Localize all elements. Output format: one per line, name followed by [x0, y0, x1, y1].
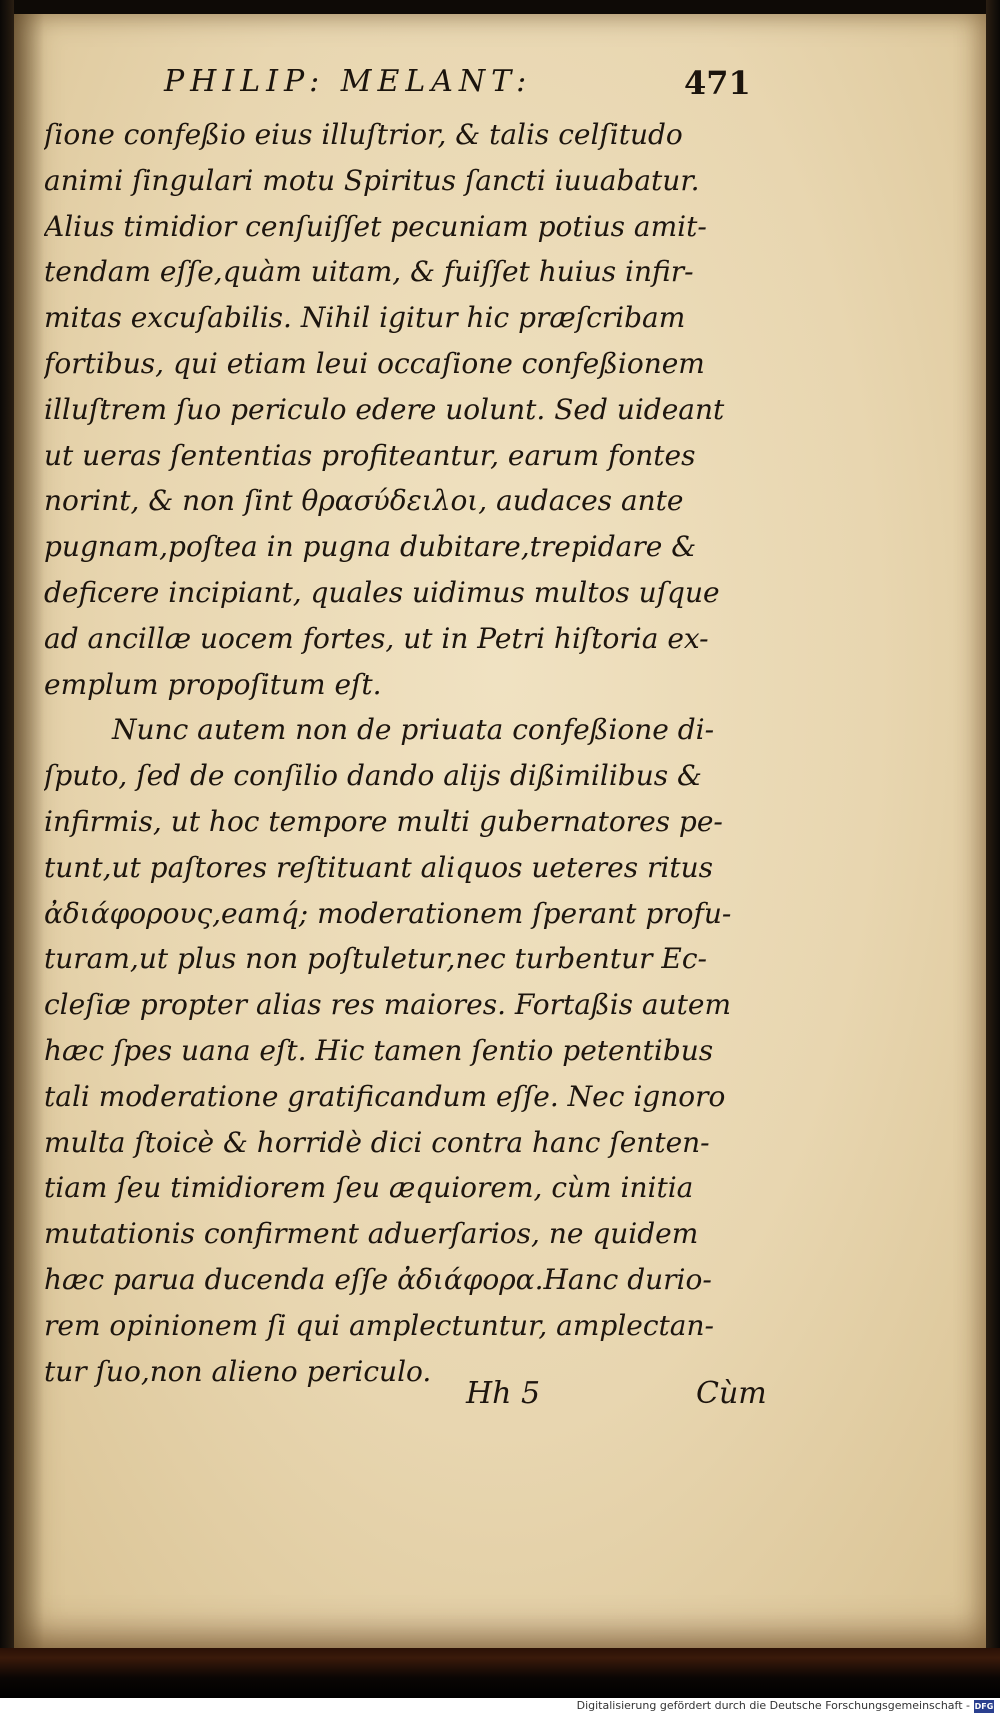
text-line: hæc parua ducenda eſſe ἀδιάφορα.Hanc durio-	[44, 1262, 712, 1296]
text-line: turam,ut plus non poſtuletur,nec turbentur Ec-	[44, 942, 707, 976]
running-head: PHILIP: MELANT:	[164, 64, 533, 99]
text-line: tunt,ut paſtores reſtituant aliquos ueteres ritus	[44, 850, 713, 884]
text-line: ſione confeßio eius illuſtrior, & talis celſitudo	[44, 118, 683, 151]
text-line: rem opinionem ſi qui amplectuntur, amplectan-	[44, 1308, 714, 1342]
page-footer-catchwords	[14, 1376, 986, 1420]
scan-border-top	[0, 0, 1000, 14]
paragraph-start-line: Nunc autem non de priuata confeßione di-	[112, 713, 715, 747]
text-line: hæc ſpes uana eſt. Hic tamen ſentio petentibus	[44, 1033, 714, 1067]
funding-credit: Digitalisierung gefördert durch die Deutsche Forschungsgemeinschaft -	[576, 1699, 970, 1712]
digitization-footer	[0, 1698, 1000, 1716]
page-number: 471	[684, 64, 751, 102]
scan-border-left	[0, 0, 14, 1716]
text-line: tur ſuo,non alieno periculo.	[44, 1354, 432, 1388]
text-line: ſputo, ſed de conſilio dando alijs dißimilibus &	[44, 759, 702, 793]
text-line: multa ſtoicè & horridè dici contra hanc ſenten-	[44, 1125, 710, 1159]
text-line: norint, & non ſint θρασύδειλοι, audaces ante	[44, 484, 684, 518]
text-line: ἀδιάφορους,eamq́; moderationem ſperant profu-	[44, 896, 732, 930]
text-line: fortibus, qui etiam leui occaſione confeßionem	[44, 346, 705, 380]
body-text	[44, 112, 784, 1394]
text-line: tali moderatione gratificandum eſſe. Nec ignoro	[44, 1079, 726, 1113]
catchword: Cùm	[696, 1376, 767, 1411]
text-line: tiam ſeu timidiorem ſeu æquiorem, cùm initia	[44, 1171, 694, 1205]
text-line: mitas excuſabilis. Nihil igitur hic præſcribam	[44, 301, 686, 335]
signature-mark: Hh 5	[466, 1376, 541, 1411]
text-line: Alius timidior cenſuiſſet pecuniam potius amit-	[44, 209, 707, 243]
text-line: infirmis, ut hoc tempore multi gubernatores pe-	[44, 804, 723, 838]
text-line: animi ſingulari motu Spiritus ſancti iuuabatur.	[44, 163, 700, 197]
scan-border-right	[986, 0, 1000, 1716]
text-line: illuſtrem ſuo periculo edere uolunt. Sed uideant	[44, 392, 725, 426]
text-line: cleſiæ propter alias res maiores. Fortaßis autem	[44, 988, 732, 1022]
text-line: deficere incipiant, quales uidimus multos uſque	[44, 575, 720, 609]
text-line: mutationis confirment aduerſarios, ne quidem	[44, 1217, 699, 1251]
book-page	[14, 14, 986, 1648]
text-line: tendam eſſe,quàm uitam, & fuiſſet huius infir-	[44, 255, 694, 289]
text-line: ad ancillæ uocem fortes, ut in Petri hiſtoria ex-	[44, 621, 709, 655]
book-edge-bottom	[0, 1648, 1000, 1698]
text-line: emplum propoſitum eſt.	[44, 667, 382, 701]
dfg-logo-icon[interactable]: DFG	[974, 1702, 994, 1711]
page-header	[14, 64, 986, 108]
text-line: ut ueras ſententias profiteantur, earum fontes	[44, 438, 696, 472]
text-line: pugnam,poſtea in pugna dubitare,trepidare &	[44, 530, 697, 564]
